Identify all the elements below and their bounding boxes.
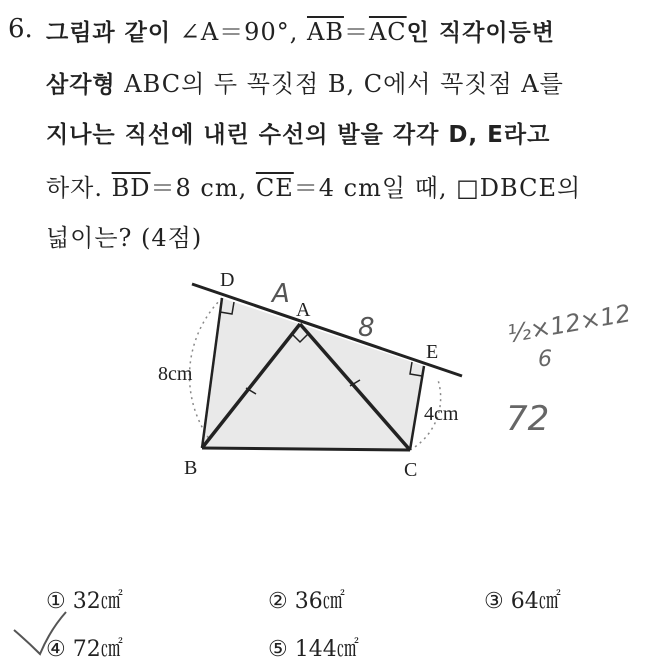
handwritten-result: 72 (506, 399, 550, 439)
handwritten-8: 8 (358, 313, 375, 343)
question-line-4: 하자. $\overline{BD}=8$ cm, $\overline{CE}=4$ cm일 때, □DBCE의 (46, 174, 582, 202)
label-ce-length: 4cm (424, 403, 459, 425)
question-number: 6. (8, 14, 33, 44)
choice-4[interactable]: ④ 72㎠ (46, 637, 123, 662)
choice-3[interactable]: ③ 64㎠ (484, 589, 561, 614)
question-line-3: 지나는 직선에 내린 수선의 발을 각각 D, E라고 (46, 122, 551, 148)
choice-2[interactable]: ② 36㎠ (268, 589, 345, 614)
handwritten-calculation (500, 270, 660, 460)
label-bd-length: 8cm (158, 363, 193, 385)
answer-choices (0, 560, 665, 660)
segment-BC (202, 448, 410, 450)
choice-1[interactable]: ① 32㎠ (46, 589, 123, 614)
label-C: C (404, 459, 418, 481)
handwritten-calc: ½×12×12 (505, 299, 633, 349)
checkmark-icon (10, 608, 70, 658)
handwritten-A: A (272, 279, 290, 309)
label-D: D (220, 269, 235, 291)
handwritten-6: 6 (538, 347, 552, 372)
question-line-1: 그림과 같이 ∠A＝90°, $\overline{AB}=\overline{AC}$인 직각이등변 (46, 18, 555, 46)
label-B: B (184, 457, 198, 479)
choice-5[interactable]: ⑤ 144㎠ (268, 637, 359, 662)
question-line-5: 넓이는? (4점) (46, 224, 203, 252)
label-A: A (296, 299, 311, 321)
trapezoid-figure (150, 260, 490, 490)
label-E: E (426, 341, 439, 363)
question-line-2: 삼각형 ABC의 두 꼭짓점 B, C에서 꼭짓점 A를 (46, 70, 564, 98)
